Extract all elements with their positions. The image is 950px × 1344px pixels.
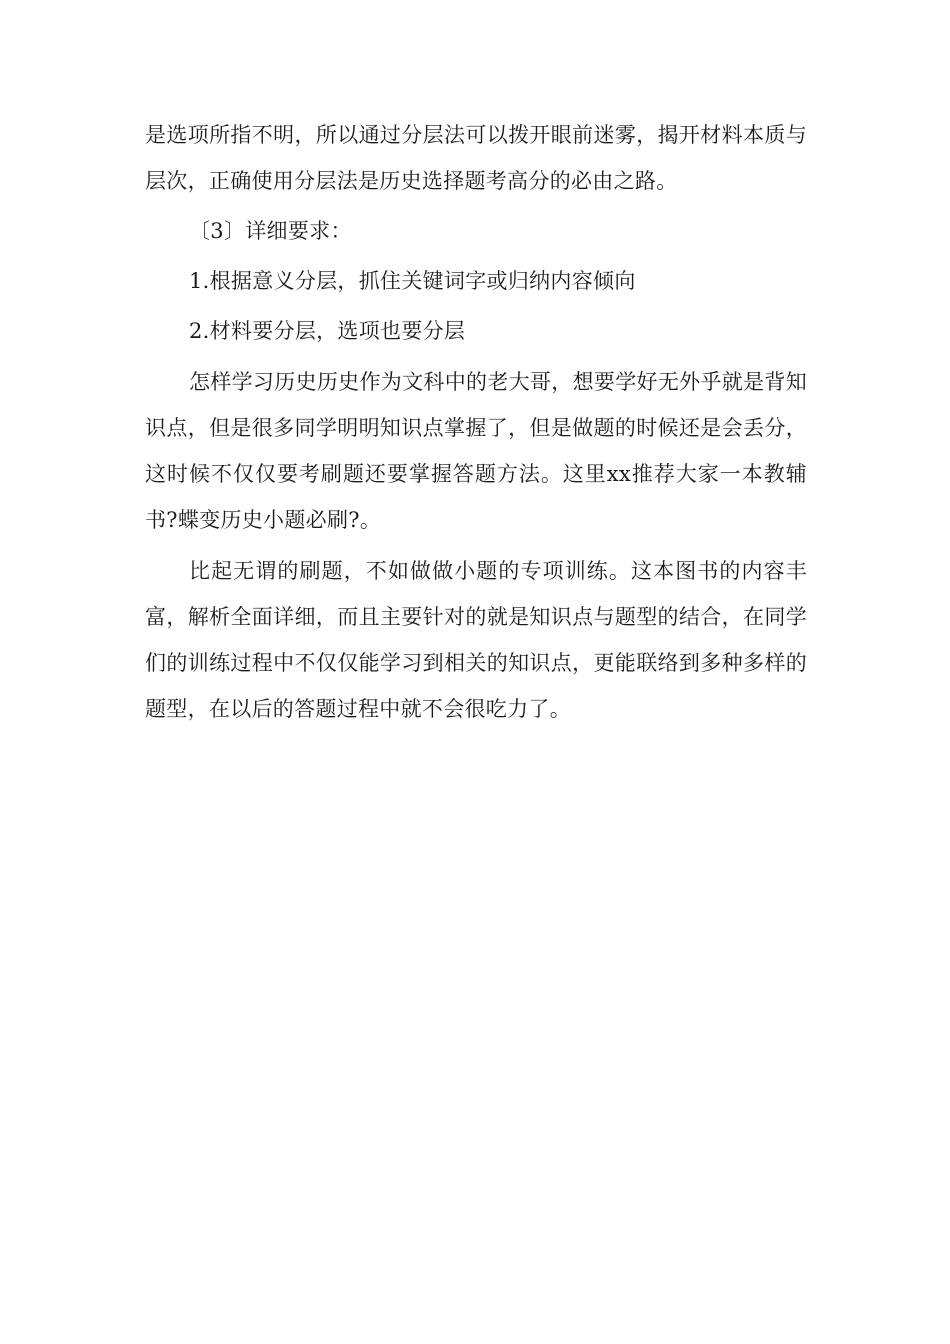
paragraph-book-recommendation: 比起无谓的刷题，不如做做小题的专项训练。这本图书的内容丰富，解析全面详细，而且主要针对的就是知识点与题型的结合，在同学们的训练过程中不仅仅能学习到相关的知识点，更能联络到多种多样的题型，在以后的答题过程中就不会很吃力了。 — [145, 559, 807, 721]
document-body — [145, 112, 807, 732]
paragraph-requirements-heading: 〔3〕详细要求： — [189, 219, 352, 243]
paragraph-how-to-learn-history: 怎样学习历史历史作为文科中的老大哥，想要学好无外乎就是背知识点，但是很多同学明明知识点掌握了，但是做题的时候还是会丢分，这时候不仅仅要考刷题还要掌握答题方法。这里xx推荐大家一本教辅书?蝶变历史小题必刷?。 — [145, 370, 807, 532]
paragraph-continuation: 是选项所指不明，所以通过分层法可以拨开眼前迷雾，揭开材料本质与层次，正确使用分层法是历史选择题考高分的必由之路。 — [145, 123, 807, 193]
paragraph-requirement-1: 1.根据意义分层，抓住关键词字或归纳内容倾向 — [189, 269, 636, 293]
paragraph-requirement-2: 2.材料要分层，选项也要分层 — [189, 319, 466, 343]
